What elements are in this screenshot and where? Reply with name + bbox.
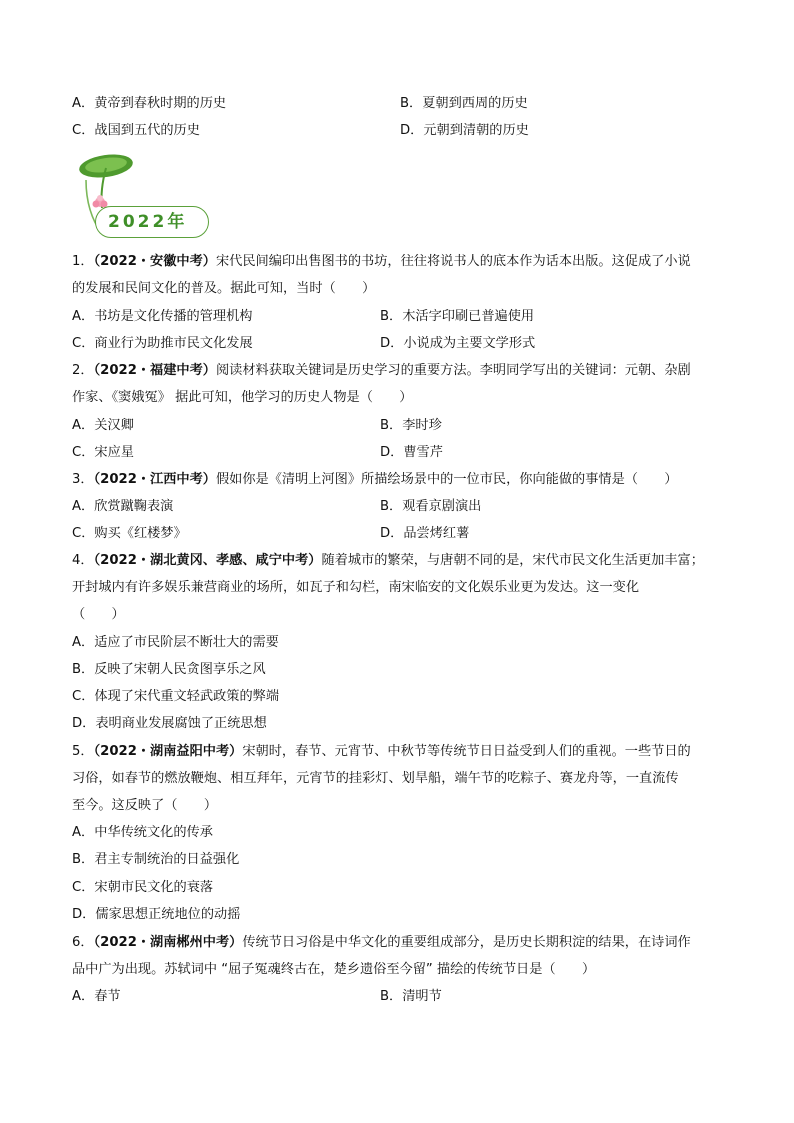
q4-option-a: A．适应了市民阶层不断壮大的需要 bbox=[72, 635, 279, 650]
question-number: 6． bbox=[72, 935, 94, 950]
q5-option-c: C．宋朝市民文化的衰落 bbox=[72, 880, 214, 895]
q3-option-d: D．品尝烤红薯 bbox=[380, 526, 470, 541]
question-source: （2022・湖南益阳中考） bbox=[93, 744, 243, 759]
q1-option-d: D．小说成为主要文学形式 bbox=[380, 336, 536, 351]
prev-option-a: A．黄帝到春秋时期的历史 bbox=[72, 96, 227, 111]
question-source: （2022・江西中考） bbox=[93, 472, 216, 487]
question-source: （2022・安徽中考） bbox=[93, 254, 216, 269]
question-text: 假如你是《清明上河图》所描绘场景中的一位市民，你向能做的事情是（ ） bbox=[216, 472, 678, 487]
q4-option-d: D．表明商业发展腐蚀了正统思想 bbox=[72, 716, 267, 731]
question-text: 随着城市的繁荣，与唐朝不同的是，宋代市民文化生活更加丰富； bbox=[321, 553, 704, 568]
q4-option-b: B．反映了宋朝人民贪图享乐之风 bbox=[72, 662, 266, 677]
question-number: 5． bbox=[72, 744, 94, 759]
question-5-line-3: 至今。这反映了（ ） bbox=[72, 798, 218, 813]
q5-option-a: A．中华传统文化的传承 bbox=[72, 825, 213, 840]
question-number: 1． bbox=[72, 254, 94, 269]
question-4-line-1 bbox=[72, 552, 704, 570]
question-source: （2022・湖南郴州中考） bbox=[93, 935, 243, 950]
question-2-line-1 bbox=[72, 362, 691, 380]
question-text: 宋代民间编印出售图书的书坊，往往将说书人的底本作为话本出版。这促成了小说 bbox=[216, 254, 691, 269]
question-6-line-1 bbox=[72, 934, 691, 952]
question-source: （2022・湖北黄冈、孝感、咸宁中考） bbox=[93, 553, 322, 568]
q6-option-a: A．春节 bbox=[72, 989, 121, 1004]
q1-option-a: A．书坊是文化传播的管理机构 bbox=[72, 309, 253, 324]
question-5-line-2: 习俗，如春节的燃放鞭炮、相互拜年，元宵节的挂彩灯、划旱船，端午节的吃粽子、赛龙舟等，一直流传 bbox=[72, 771, 679, 786]
question-number: 4． bbox=[72, 553, 94, 568]
q5-option-b: B．君主专制统治的日益强化 bbox=[72, 852, 240, 867]
question-2-line-2: 作家、《窦娥冤》 据此可知，他学习的历史人物是（ ） bbox=[72, 390, 413, 405]
q2-option-b: B．李时珍 bbox=[380, 418, 442, 433]
q2-option-c: C．宋应星 bbox=[72, 445, 134, 460]
question-5-line-1 bbox=[72, 743, 691, 761]
q3-option-c: C．购买《红楼梦》 bbox=[72, 526, 187, 541]
question-number: 2． bbox=[72, 363, 94, 378]
prev-option-c: C．战国到五代的历史 bbox=[72, 123, 200, 138]
question-4-line-3: （ ） bbox=[72, 607, 125, 622]
question-text: 传统节日习俗是中华文化的重要组成部分，是历史长期积淀的结果，在诗词作 bbox=[242, 935, 691, 950]
question-1-line-2: 的发展和民间文化的普及。据此可知，当时（ ） bbox=[72, 281, 376, 296]
q1-option-c: C．商业行为助推市民文化发展 bbox=[72, 336, 253, 351]
question-text: 阅读材料获取关键词是历史学习的重要方法。李明同学写出的关键词：元朝、杂剧 bbox=[216, 363, 691, 378]
question-6-line-2: 品中广为出现。苏轼词中 “屈子冤魂终古在，楚乡遗俗至今留” 描绘的传统节日是（ ） bbox=[72, 962, 596, 977]
q1-option-b: B．木活字印刷已普遍使用 bbox=[380, 309, 535, 324]
q5-option-d: D．儒家思想正统地位的动摇 bbox=[72, 907, 241, 922]
q4-option-c: C．体现了宋代重文轻武政策的弊端 bbox=[72, 689, 280, 704]
q6-option-b: B．清明节 bbox=[380, 989, 442, 1004]
q2-option-a: A．关汉卿 bbox=[72, 418, 134, 433]
question-1-line-1 bbox=[72, 253, 691, 271]
year-label: 2022年 bbox=[108, 212, 188, 232]
question-text: 宋朝时，春节、元宵节、中秋节等传统节日日益受到人们的重视。一些节日的 bbox=[242, 744, 691, 759]
prev-option-d: D．元朝到清朝的历史 bbox=[400, 123, 529, 138]
question-4-line-2: 开封城内有许多娱乐兼营商业的场所，如瓦子和勾栏，南宋临安的文化娱乐业更为发达。这一变化 bbox=[72, 580, 640, 595]
prev-option-b: B．夏朝到西周的历史 bbox=[400, 96, 528, 111]
q3-option-b: B．观看京剧演出 bbox=[380, 499, 482, 514]
q3-option-a: A．欣赏蹴鞠表演 bbox=[72, 499, 174, 514]
q2-option-d: D．曹雪芹 bbox=[380, 445, 443, 460]
question-3-line-1 bbox=[72, 471, 678, 489]
question-source: （2022・福建中考） bbox=[93, 363, 216, 378]
question-number: 3． bbox=[72, 472, 94, 487]
